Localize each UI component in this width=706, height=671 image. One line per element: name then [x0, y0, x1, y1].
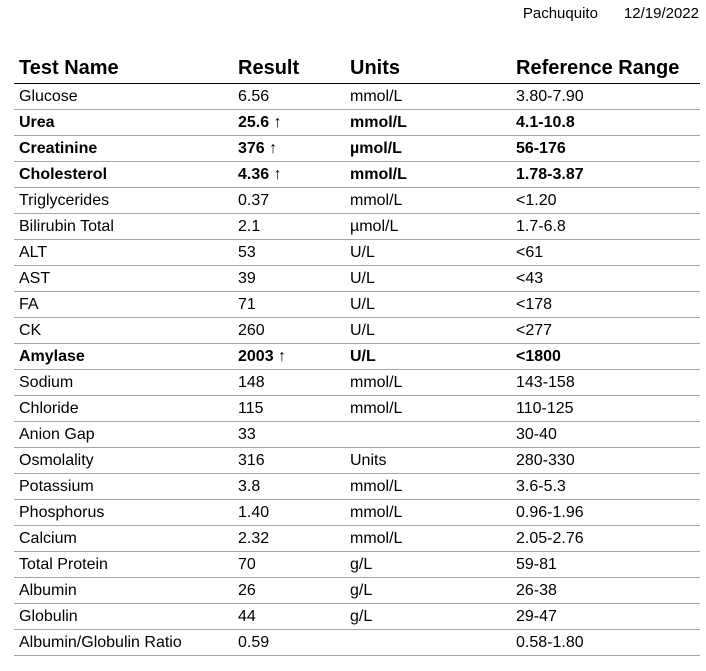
reference-range-cell: 4.1-10.8	[511, 110, 700, 136]
result-cell: 316	[233, 448, 345, 474]
table-row	[14, 214, 700, 240]
test-name-cell: ALT	[14, 240, 233, 266]
test-name-cell: FA	[14, 292, 233, 318]
units-cell: mmol/L	[345, 474, 511, 500]
test-name-cell: Osmolality	[14, 448, 233, 474]
units-cell: U/L	[345, 292, 511, 318]
table-row	[14, 500, 700, 526]
column-header-test-name: Test Name	[14, 54, 233, 84]
column-header-units: Units	[345, 54, 511, 84]
result-cell: 260	[233, 318, 345, 344]
test-name-cell: Amylase	[14, 344, 233, 370]
reference-range-cell: <43	[511, 266, 700, 292]
table-row	[14, 344, 700, 370]
reference-range-cell: 143-158	[511, 370, 700, 396]
units-cell: U/L	[345, 240, 511, 266]
reference-range-cell: 30-40	[511, 422, 700, 448]
table-row	[14, 136, 700, 162]
reference-range-cell: <277	[511, 318, 700, 344]
test-name-cell: Triglycerides	[14, 188, 233, 214]
result-cell: 2003 ↑	[233, 344, 345, 370]
units-cell: U/L	[345, 344, 511, 370]
units-cell: mmol/L	[345, 526, 511, 552]
table-row	[14, 604, 700, 630]
units-cell: mmol/L	[345, 84, 511, 110]
reference-range-cell: 0.58-1.80	[511, 630, 700, 656]
reference-range-cell: 1.7-6.8	[511, 214, 700, 240]
result-cell: 25.6 ↑	[233, 110, 345, 136]
table-row	[14, 422, 700, 448]
result-cell: 26	[233, 578, 345, 604]
units-cell: mmol/L	[345, 396, 511, 422]
result-cell: 115	[233, 396, 345, 422]
patient-name: Pachuquito	[522, 5, 598, 22]
test-name-cell: CK	[14, 318, 233, 344]
result-cell: 39	[233, 266, 345, 292]
units-cell: mmol/L	[345, 162, 511, 188]
test-name-cell: Sodium	[14, 370, 233, 396]
result-cell: 376 ↑	[233, 136, 345, 162]
units-cell: U/L	[345, 266, 511, 292]
units-cell: mmol/L	[345, 110, 511, 136]
result-cell: 0.37	[233, 188, 345, 214]
report-date: 12/19/2022	[623, 5, 699, 22]
test-name-cell: Creatinine	[14, 136, 233, 162]
table-body	[14, 84, 700, 656]
test-name-cell: Glucose	[14, 84, 233, 110]
table-row	[14, 110, 700, 136]
table-header	[14, 54, 700, 84]
reference-range-cell: 3.6-5.3	[511, 474, 700, 500]
result-cell: 148	[233, 370, 345, 396]
result-cell: 2.1	[233, 214, 345, 240]
table-row	[14, 292, 700, 318]
test-name-cell: AST	[14, 266, 233, 292]
result-cell: 71	[233, 292, 345, 318]
test-name-cell: Potassium	[14, 474, 233, 500]
units-cell: µmol/L	[345, 214, 511, 240]
result-cell: 4.36 ↑	[233, 162, 345, 188]
test-name-cell: Phosphorus	[14, 500, 233, 526]
table-row	[14, 240, 700, 266]
test-name-cell: Cholesterol	[14, 162, 233, 188]
reference-range-cell: 56-176	[511, 136, 700, 162]
units-cell	[345, 630, 511, 656]
table-row	[14, 474, 700, 500]
units-cell: g/L	[345, 578, 511, 604]
table-row	[14, 396, 700, 422]
table-row	[14, 630, 700, 656]
test-name-cell: Globulin	[14, 604, 233, 630]
test-name-cell: Bilirubin Total	[14, 214, 233, 240]
reference-range-cell: 59-81	[511, 552, 700, 578]
units-cell: Units	[345, 448, 511, 474]
units-cell: µmol/L	[345, 136, 511, 162]
table-row	[14, 318, 700, 344]
column-header-reference-range: Reference Range	[511, 54, 700, 84]
header-row	[14, 54, 700, 84]
result-cell: 3.8	[233, 474, 345, 500]
column-header-result: Result	[233, 54, 345, 84]
units-cell	[345, 422, 511, 448]
reference-range-cell: <178	[511, 292, 700, 318]
reference-range-cell: 26-38	[511, 578, 700, 604]
result-cell: 33	[233, 422, 345, 448]
report-header	[523, 5, 699, 22]
reference-range-cell: 280-330	[511, 448, 700, 474]
reference-range-cell: 3.80-7.90	[511, 84, 700, 110]
test-name-cell: Total Protein	[14, 552, 233, 578]
test-name-cell: Anion Gap	[14, 422, 233, 448]
result-cell: 44	[233, 604, 345, 630]
reference-range-cell: <61	[511, 240, 700, 266]
test-name-cell: Chloride	[14, 396, 233, 422]
reference-range-cell: 1.78-3.87	[511, 162, 700, 188]
reference-range-cell: <1800	[511, 344, 700, 370]
table-row	[14, 266, 700, 292]
result-cell: 53	[233, 240, 345, 266]
units-cell: U/L	[345, 318, 511, 344]
reference-range-cell: <1.20	[511, 188, 700, 214]
units-cell: g/L	[345, 604, 511, 630]
table-row	[14, 578, 700, 604]
table-row	[14, 162, 700, 188]
table-row	[14, 370, 700, 396]
reference-range-cell: 2.05-2.76	[511, 526, 700, 552]
units-cell: mmol/L	[345, 370, 511, 396]
table-row	[14, 448, 700, 474]
test-name-cell: Calcium	[14, 526, 233, 552]
result-cell: 2.32	[233, 526, 345, 552]
result-cell: 6.56	[233, 84, 345, 110]
units-cell: g/L	[345, 552, 511, 578]
units-cell: mmol/L	[345, 500, 511, 526]
test-name-cell: Albumin	[14, 578, 233, 604]
table-row	[14, 84, 700, 110]
table-row	[14, 552, 700, 578]
table-row	[14, 526, 700, 552]
reference-range-cell: 0.96-1.96	[511, 500, 700, 526]
result-cell: 1.40	[233, 500, 345, 526]
test-name-cell: Urea	[14, 110, 233, 136]
lab-results-table	[14, 54, 700, 656]
reference-range-cell: 29-47	[511, 604, 700, 630]
result-cell: 70	[233, 552, 345, 578]
result-cell: 0.59	[233, 630, 345, 656]
reference-range-cell: 110-125	[511, 396, 700, 422]
table-row	[14, 188, 700, 214]
test-name-cell: Albumin/Globulin Ratio	[14, 630, 233, 656]
units-cell: mmol/L	[345, 188, 511, 214]
